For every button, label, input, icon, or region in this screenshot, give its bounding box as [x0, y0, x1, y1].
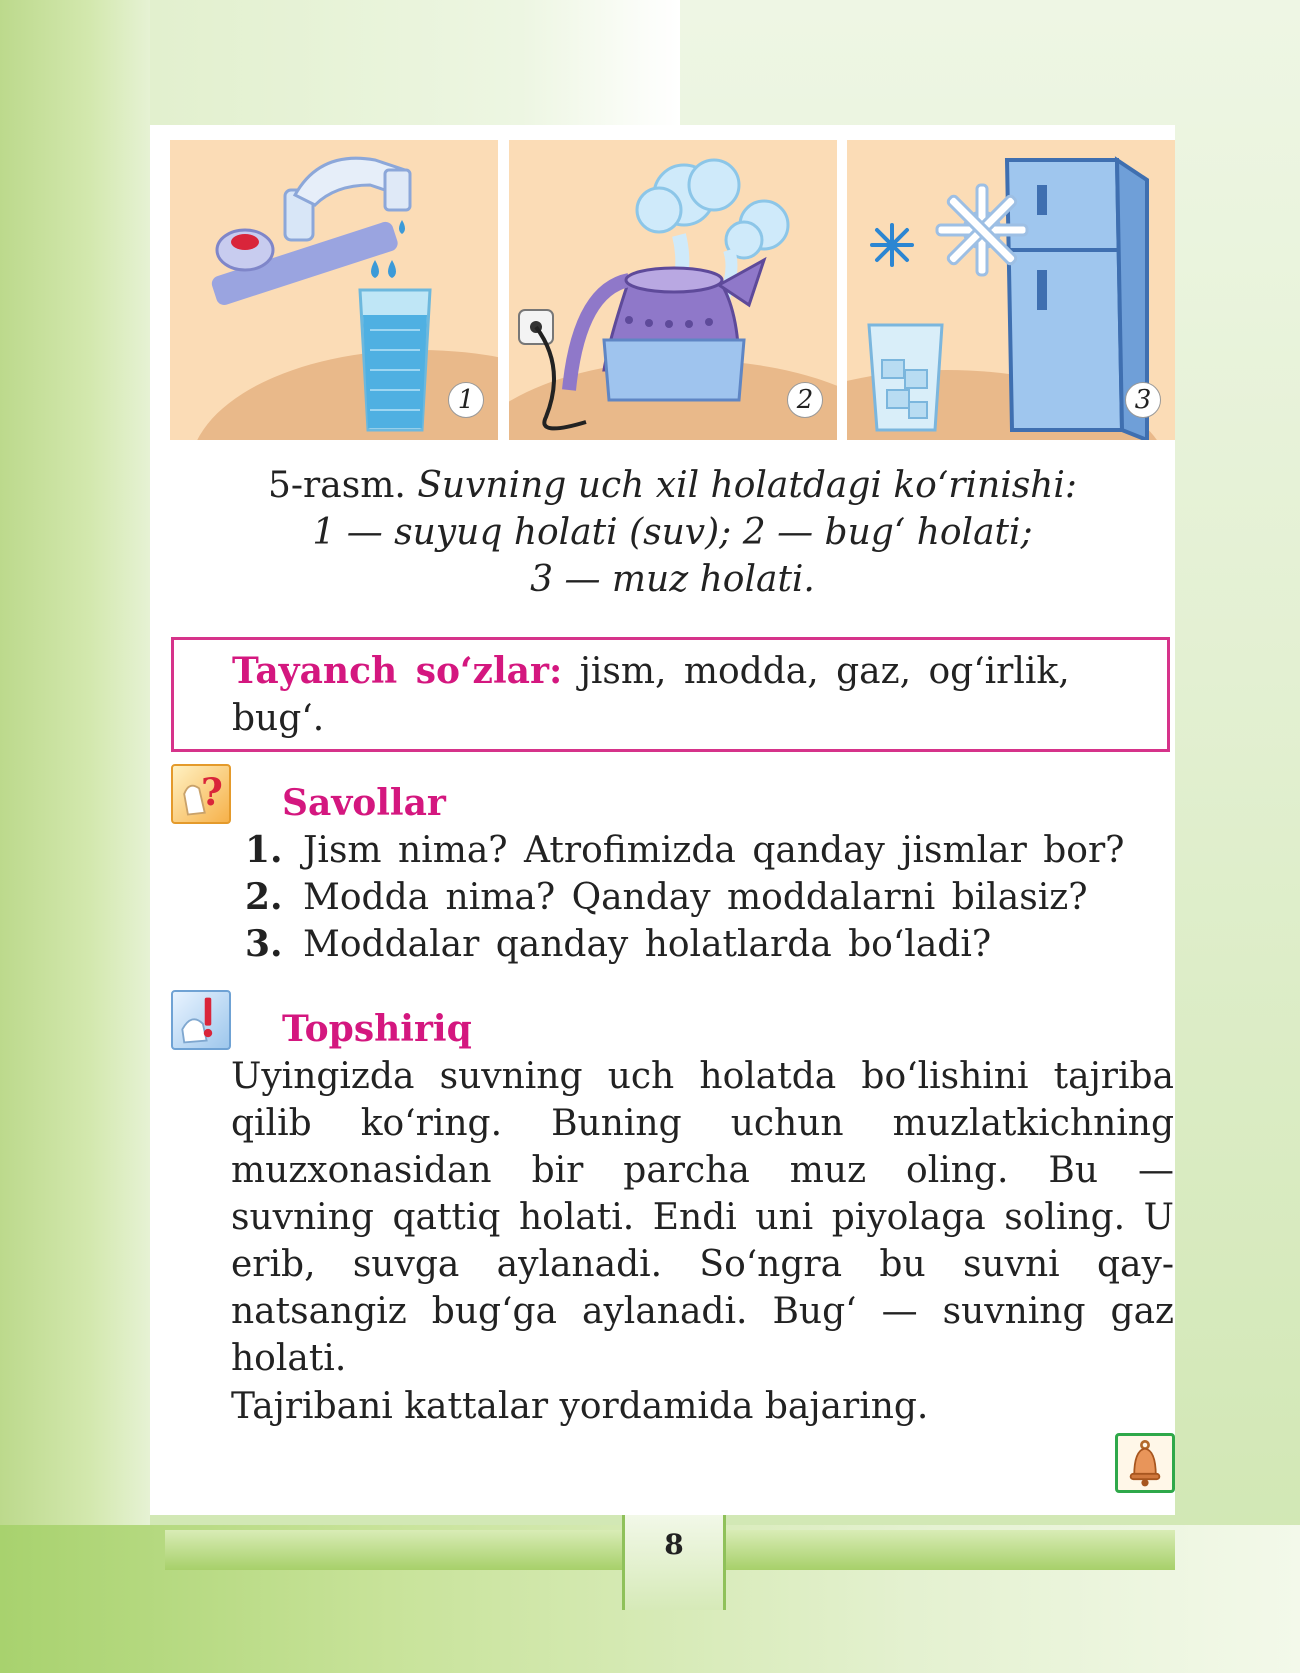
figure-caption	[170, 462, 1175, 603]
page-number: 8	[664, 1528, 684, 1561]
background-left-band	[0, 0, 150, 1673]
caption-lead: 5-rasm.	[267, 465, 406, 506]
keywords-text: jism, modda, gaz, og‘irlik, bug‘.	[232, 651, 1070, 739]
list-item: 1. Jism nima? Atrofimizda qanday jismlar bor?	[245, 829, 1125, 871]
keywords-box	[171, 637, 1170, 752]
bell-icon	[1115, 1433, 1175, 1493]
list-item: 2. Modda nima? Qanday moddalarni bilasiz?	[245, 876, 1088, 918]
figure-panel-3	[847, 140, 1175, 440]
exclamation-icon	[171, 990, 231, 1050]
panel-number-3: 3	[1125, 382, 1161, 418]
figure-panel-1	[170, 140, 498, 440]
questions-heading: Savollar	[282, 782, 446, 824]
caption-line-3: 3 — muz holati.	[530, 559, 815, 600]
task-final-note: Tajribani kattalar yordamida bajaring.	[231, 1386, 929, 1427]
question-icon	[171, 764, 231, 824]
figure-panel-2	[509, 140, 837, 440]
svg-text:?: ?	[201, 770, 223, 815]
list-item: 3. Moddalar qanday holatlarda bo‘ladi?	[245, 923, 992, 965]
keywords-label: Tayanch so‘zlar:	[232, 650, 563, 692]
task-text: Uyingizda suvning uch holatda bo‘lishini tajriba qilib ko‘ring. Buning uchun muzlatkichning muzxonasidan bir parcha muz oling. Bu — suvning qattiq holati. Endi uni piyolaga soling. U erib, suvga aylanadi. So‘ngra bu suvni qaynatsangiz bug‘ga aylanadi. Bug‘ — suvning gaz holati.	[231, 1056, 1174, 1379]
caption-title: Suvning uch xil holatdagi ko‘rinishi:	[417, 465, 1078, 506]
task-heading: Topshiriq	[282, 1008, 472, 1050]
panel-number-2: 2	[787, 382, 823, 418]
panel-number-1: 1	[448, 382, 484, 418]
caption-line-2: 1 — suyuq holati (suv); 2 — bug‘ holati;	[312, 512, 1033, 553]
questions-list	[245, 827, 1180, 968]
caption-line-1	[170, 462, 1175, 509]
background-top-band	[150, 0, 680, 125]
